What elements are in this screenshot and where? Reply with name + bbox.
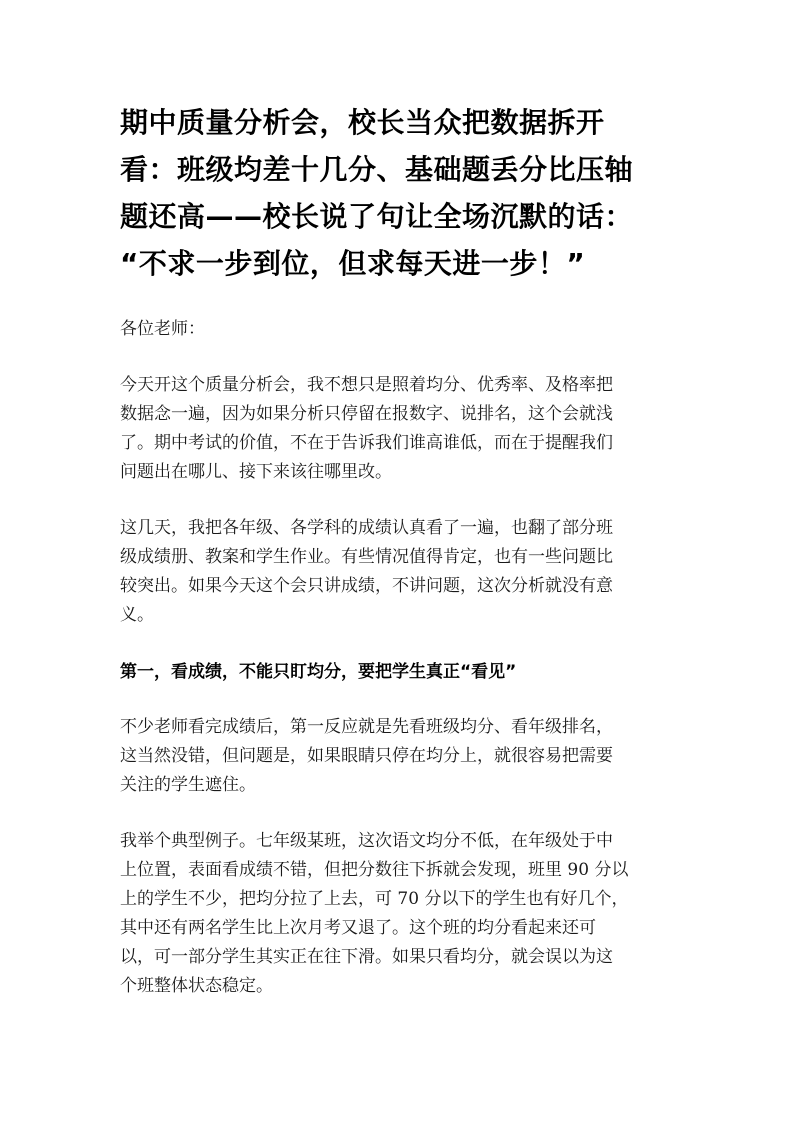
paragraph-line: 其中还有两名学生比上次月考又退了。这个班的均分看起来还可	[120, 918, 596, 938]
title-line: 看：班级均差十几分、基础题丢分比压轴	[120, 153, 634, 186]
paragraph-example	[120, 827, 680, 1001]
paragraph-line: 我举个典型例子。七年级某班，这次语文均分不低，在年级处于中	[120, 831, 613, 851]
paragraph-line: 问题出在哪儿、接下来该往哪里改。	[120, 462, 392, 482]
paragraph-line: 上位置，表面看成绩不错，但把分数往下拆就会发现，班里 90 分以	[120, 860, 629, 880]
paragraph-review	[120, 514, 680, 630]
paragraph-line: 个班整体状态稳定。	[120, 976, 273, 996]
title-line: 题还高——校长说了句让全场沉默的话：	[120, 200, 634, 233]
title-line: “不求一步到位，但求每天进一步！”	[120, 247, 586, 280]
title-line: 期中质量分析会，校长当众把数据拆开	[120, 106, 605, 139]
paragraph-intro	[120, 371, 680, 487]
paragraph-line: 数据念一遍，因为如果分析只停留在报数字、说排名，这个会就浅	[120, 404, 613, 424]
paragraph-average	[120, 713, 680, 800]
paragraph-line: 级成绩册、教案和学生作业。有些情况值得肯定，也有一些问题比	[120, 547, 613, 567]
paragraph-line: 较突出。如果今天这个会只讲成绩，不讲问题，这次分析就没有意	[120, 576, 613, 596]
article-title	[120, 99, 680, 287]
salutation-text: 各位老师：	[120, 319, 205, 339]
paragraph-line: 不少老师看完成绩后，第一反应就是先看班级均分、看年级排名，	[120, 717, 613, 737]
salutation	[120, 315, 680, 344]
paragraph-line: 关注的学生遮住。	[120, 775, 256, 795]
paragraph-line: 这几天，我把各年级、各学科的成绩认真看了一遍，也翻了部分班	[120, 518, 613, 538]
paragraph-line: 今天开这个质量分析会，我不想只是照着均分、优秀率、及格率把	[120, 375, 613, 395]
paragraph-line: 这当然没错，但问题是，如果眼睛只停在均分上，就很容易把需要	[120, 746, 613, 766]
paragraph-line: 了。期中考试的价值，不在于告诉我们谁高谁低，而在于提醒我们	[120, 433, 613, 453]
paragraph-line: 义。	[120, 605, 154, 625]
paragraph-line: 以，可一部分学生其实正在往下滑。如果只看均分，就会误以为这	[120, 947, 613, 967]
section-heading: 第一，看成绩，不能只盯均分，要把学生真正“看见”	[120, 662, 517, 682]
paragraph-line: 上的学生不少，把均分拉了上去，可 70 分以下的学生也有好几个，	[120, 889, 629, 909]
